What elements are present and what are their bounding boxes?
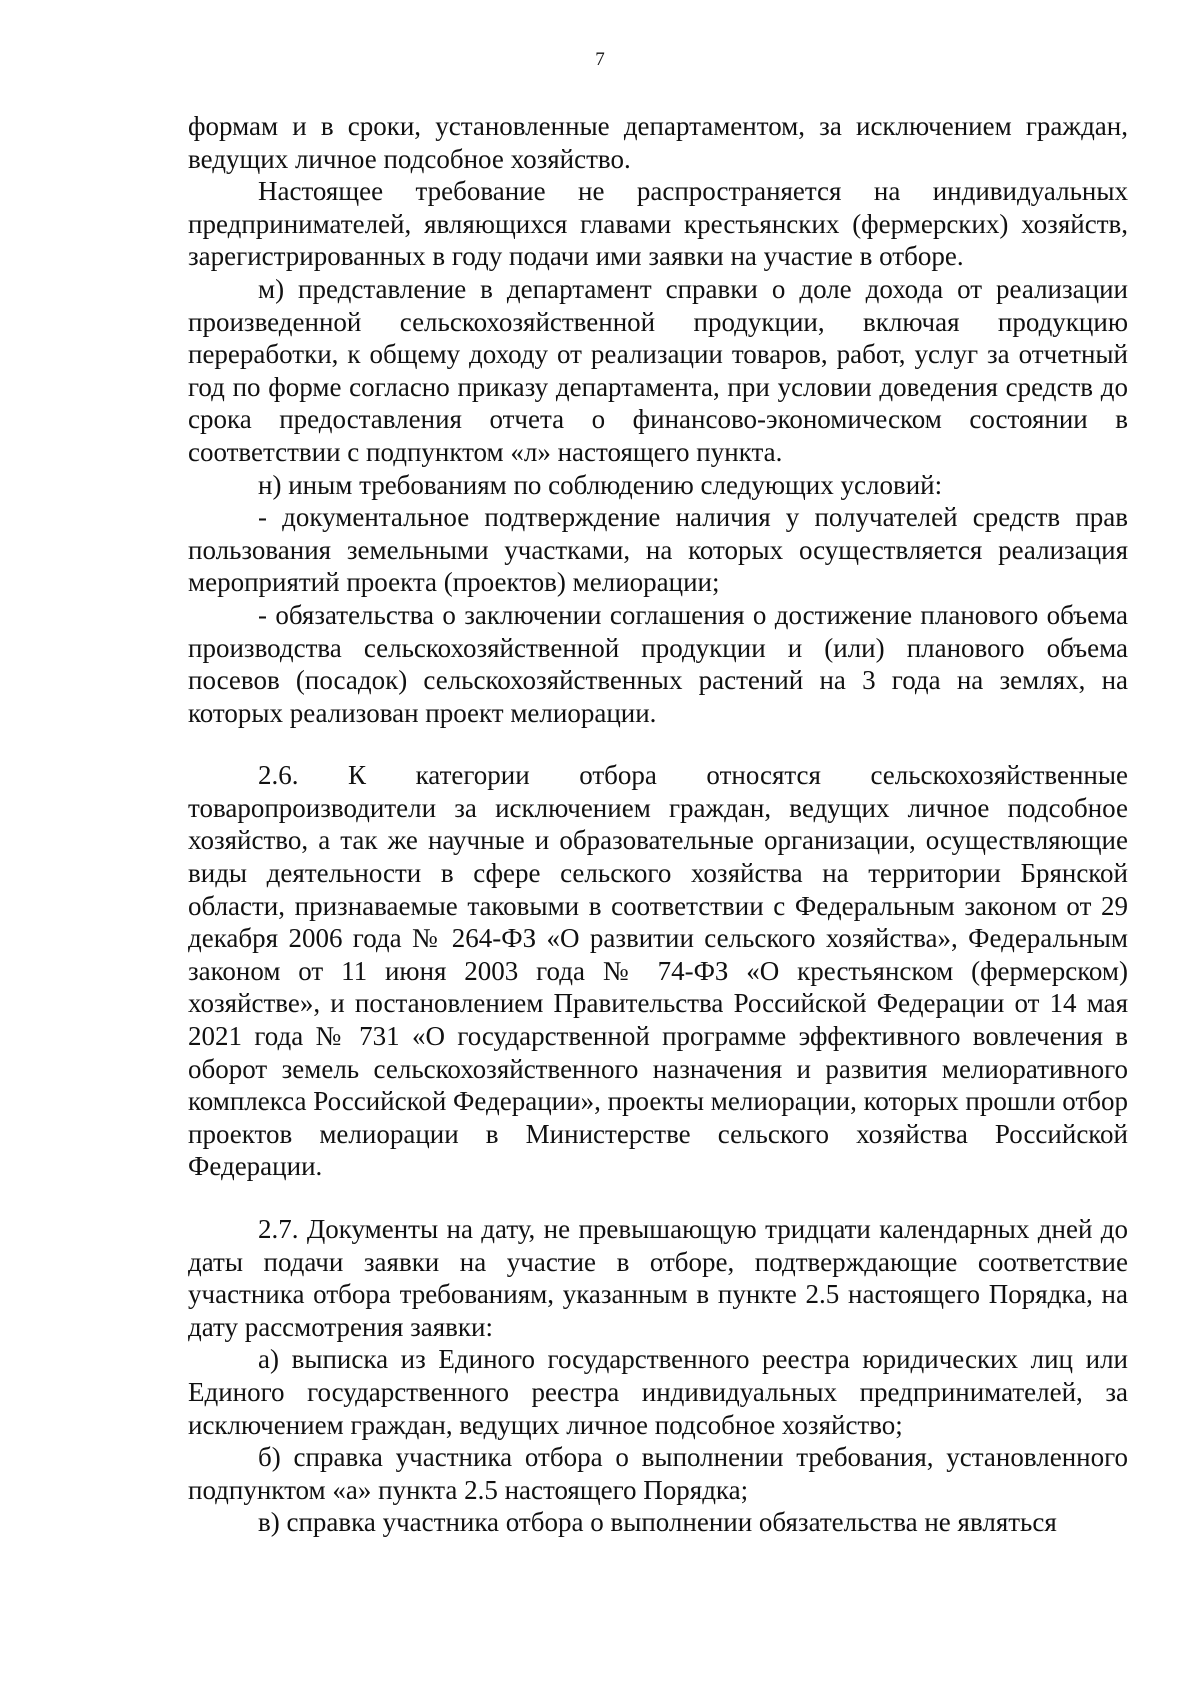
paragraph-section-2-7: 2.7. Документы на дату, не превышающую тридцати календарных дней до даты подачи заявки на участие в отборе, подтверждающие соответствие участника отбора требованиям, указанным в пункте 2.5 настоящего Порядка, на дату рассмотрения заявки: bbox=[188, 1214, 1128, 1342]
paragraph-item-m: м) представление в департамент справки о доле дохода от реализации произведенной сельскохозяйственной продукции, включая продукцию переработки, к общему доходу от реализации товаров, работ, услуг за отчетный год по форме согласно приказу департамента, при условии доведения средств до срока предоставления отчета о финансово-экономическом состоянии в соответствии с подпунктом «л» настоящего пункта. bbox=[188, 273, 1128, 467]
paragraph-section-2-6: 2.6. К категории отбора относятся сельскохозяйственные товаропроизводители за исключением граждан, ведущих личное подсобное хозяйство, а так же научные и образовательные организации, осуществляющие виды деятельности в сфере сельского хозяйства на территории Брянской области, признаваемые таковыми в соответствии с Федеральным законом от 29 декабря 2006 года № 264-ФЗ «О развитии сельского хозяйства», Федеральным законом от 11 июня 2003 года № 74-ФЗ «О крестьянском (фермерском) хозяйстве», и постановлением Правительства Российской Федерации от 14 мая 2021 года № 731 «О государственной программе эффективного вовлечения в оборот земель сельскохозяйственного назначения и развития мелиоративного комплекса Российской Федерации», проекты мелиорации, которых прошли отбор проектов мелиорации в Министерстве сельского хозяйства Российской Федерации. bbox=[188, 760, 1128, 1182]
paragraph-condition-obligation: - обязательства о заключении соглашения о достижение планового объема производства сельскохозяйственной продукции и (или) планового объема посевов (посадок) сельскохозяйственных растений на 3 года на землях, на которых реализован проект мелиорации. bbox=[188, 599, 1128, 728]
paragraph-continuation: формам и в сроки, установленные департаментом, за исключением граждан, ведущих личное подсобное хозяйство. bbox=[188, 111, 1128, 174]
paragraph-item-n: н) иным требованиям по соблюдению следующих условий: bbox=[258, 469, 943, 500]
paragraph-condition-land-rights: - документальное подтверждение наличия у получателей средств прав пользования земельными участками, на которых осуществляется реализация мероприятий проекта (проектов) мелиорации; bbox=[188, 502, 1128, 598]
paragraph-item-b: б) справка участника отбора о выполнении требования, установленного подпунктом «а» пункта 2.5 настоящего Порядка; bbox=[188, 1442, 1128, 1505]
paragraph-item-a: а) выписка из Единого государственного реестра юридических лиц или Единого государственного реестра индивидуальных предпринимателей, за исключением граждан, ведущих личное подсобное хозяйство; bbox=[188, 1344, 1128, 1440]
paragraph-item-v: в) справка участника отбора о выполнении обязательства не являться bbox=[258, 1507, 1057, 1538]
page-number: 7 bbox=[595, 49, 605, 70]
paragraph-exception-note: Настоящее требование не распространяется на индивидуальных предпринимателей, являющихся главами крестьянских (фермерских) хозяйств, зарегистрированных в году подачи ими заявки на участие в отборе. bbox=[188, 176, 1128, 272]
document-body bbox=[188, 110, 1128, 1539]
